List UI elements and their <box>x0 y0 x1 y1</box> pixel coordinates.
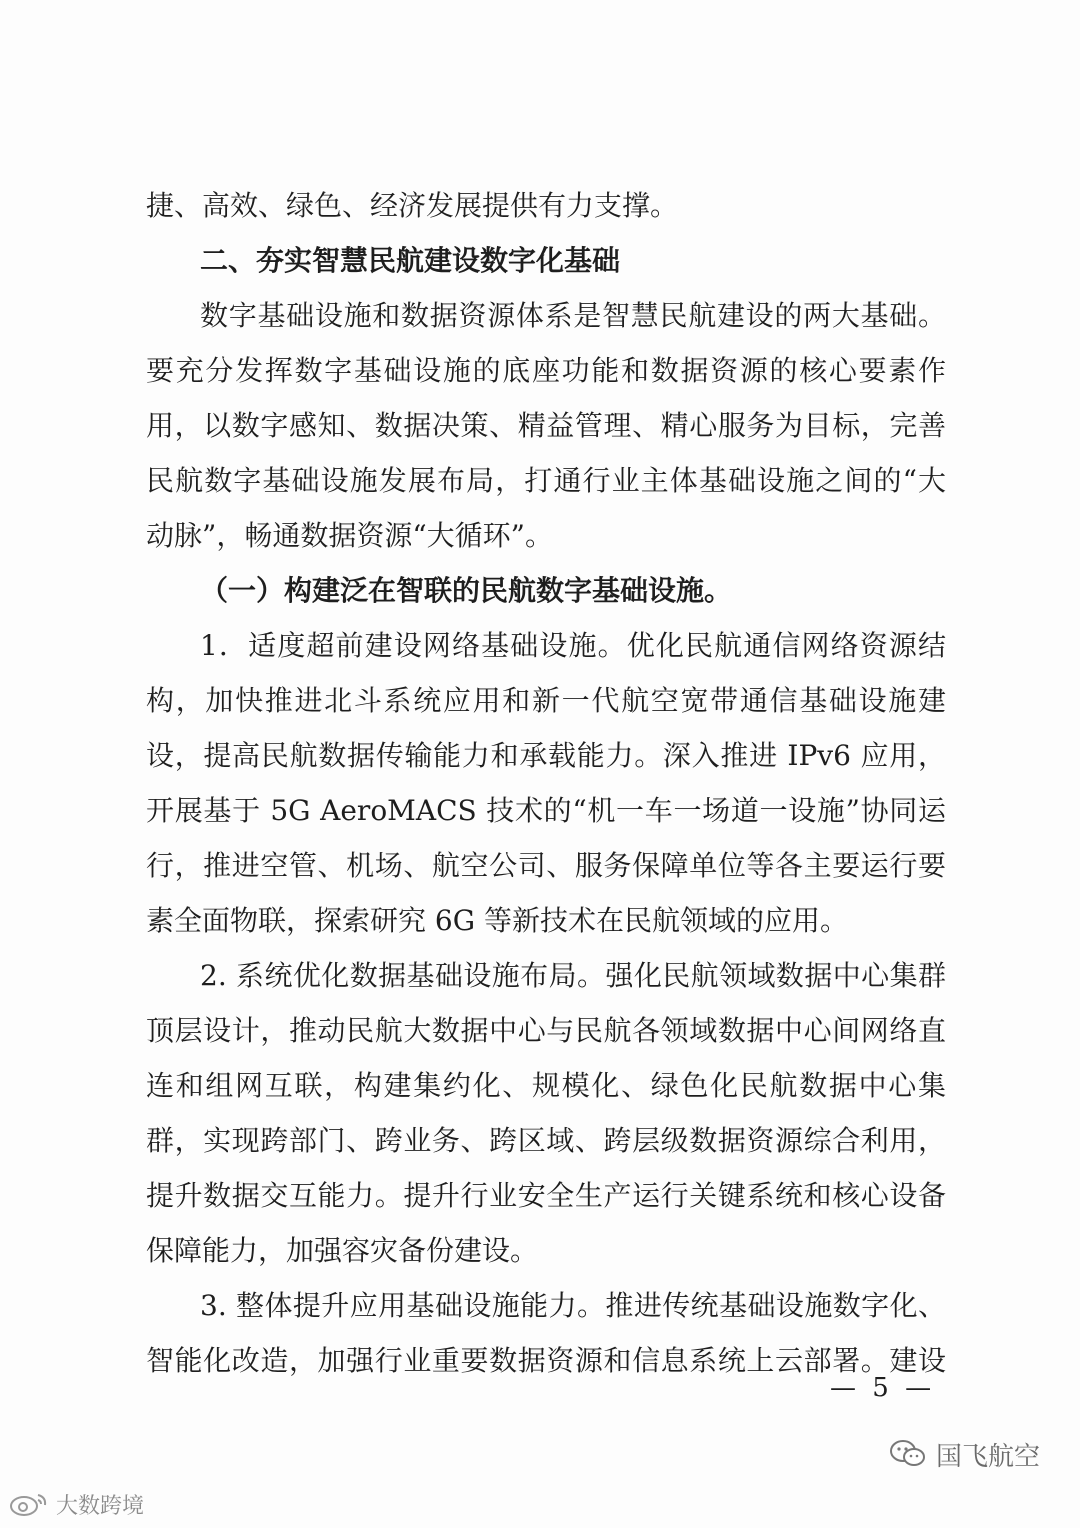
page-number: — 5 — <box>830 1373 936 1403</box>
weibo-logo-icon <box>8 1491 50 1517</box>
text-line: 素全面物联，探索研究 6G 等新技术在民航领域的应用。 <box>146 904 848 937</box>
watermark-right-text: 国飞航空 <box>936 1441 1041 1472</box>
text-line: 保障能力，加强容灾备份建设。 <box>146 1234 539 1267</box>
text-line: 动脉”，畅通数据资源“大循环”。 <box>146 519 553 552</box>
watermark-left-text: 大数跨境 <box>56 1493 145 1519</box>
text-line: 构，加快推进北斗系统应用和新一代航空宽带通信基础设施建 <box>146 684 946 717</box>
wechat-icon <box>888 1438 928 1470</box>
text-line: 连和组网互联，构建集约化、规模化、绿色化民航数据中心集 <box>146 1069 946 1102</box>
text-line: 用，以数字感知、数据决策、精益管理、精心服务为目标，完善 <box>146 409 946 442</box>
text-line: 2. 系统优化数据基础设施布局。强化民航领域数据中心集群 <box>200 959 946 992</box>
section-heading: 二、夯实智慧民航建设数字化基础 <box>200 244 621 277</box>
sub-heading: （一）构建泛在智联的民航数字基础设施。 <box>200 574 733 607</box>
text-line: 群，实现跨部门、跨业务、跨区域、跨层级数据资源综合利用， <box>146 1124 946 1157</box>
text-line: 顶层设计，推动民航大数据中心与民航各领域数据中心间网络直 <box>146 1014 946 1047</box>
text-line: 开展基于 5G AeroMACS 技术的“机一车一场道一设施”协同运 <box>146 794 946 827</box>
text-line: 要充分发挥数字基础设施的底座功能和数据资源的核心要素作 <box>146 354 946 387</box>
text-line: 数字基础设施和数据资源体系是智慧民航建设的两大基础。 <box>200 299 946 332</box>
text-line: 行，推进空管、机场、航空公司、服务保障单位等各主要运行要 <box>146 849 946 882</box>
text-line: 捷、高效、绿色、经济发展提供有力支撑。 <box>146 189 679 222</box>
text-line: 智能化改造，加强行业重要数据资源和信息系统上云部署。建设 <box>146 1344 946 1377</box>
watermark-left <box>8 1488 144 1520</box>
text-line: 民航数字基础设施发展布局，打通行业主体基础设施之间的“大 <box>146 464 946 497</box>
text-line: 3. 整体提升应用基础设施能力。推进传统基础设施数字化、 <box>200 1289 946 1322</box>
text-line: 设，提高民航数据传输能力和承载能力。深入推进 IPv6 应用， <box>146 739 946 772</box>
watermark-right <box>888 1436 1040 1472</box>
text-line: 1．适度超前建设网络基础设施。优化民航通信网络资源结 <box>200 629 946 662</box>
text-line: 提升数据交互能力。提升行业安全生产运行关键系统和核心设备 <box>146 1179 946 1212</box>
